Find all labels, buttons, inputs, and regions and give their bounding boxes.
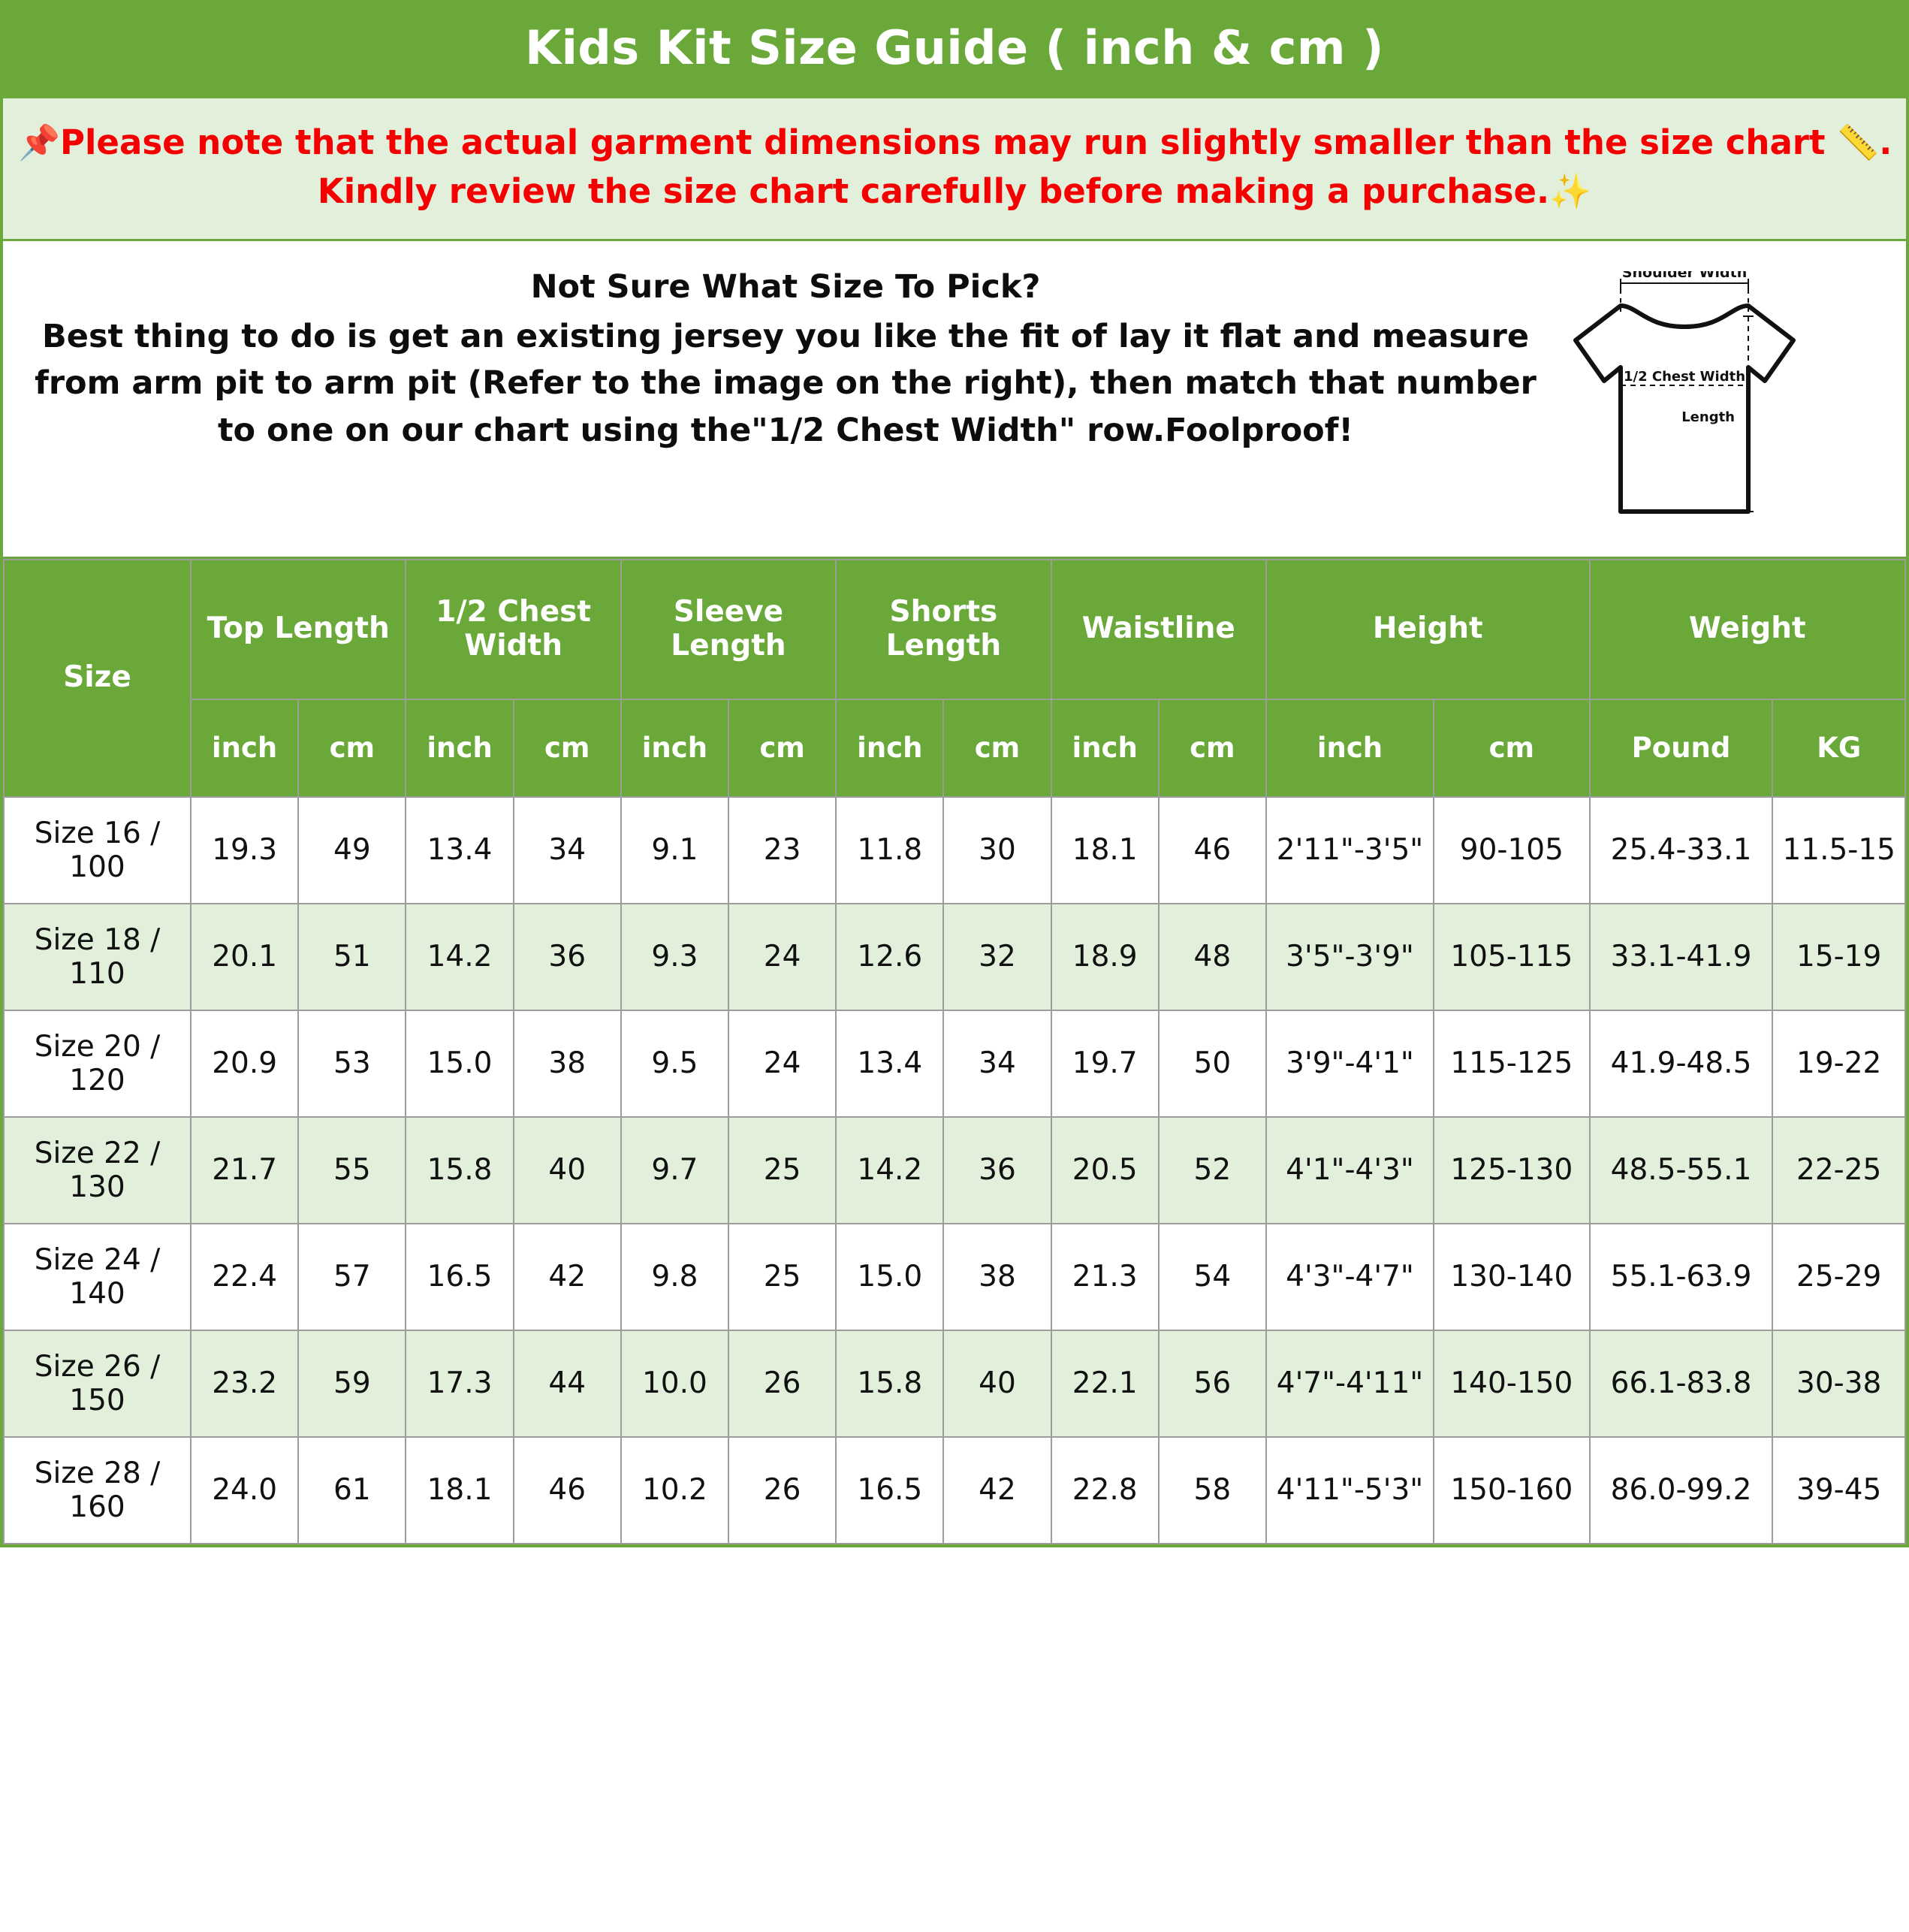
cell-waistline-inch: 18.1: [1051, 797, 1159, 904]
svg-text:Shoulder Width: Shoulder Width: [1621, 270, 1748, 281]
unit-top-length-inch: inch: [191, 699, 298, 797]
unit-shorts-inch: inch: [836, 699, 943, 797]
cell-top-length-inch: 24.0: [191, 1437, 298, 1544]
cell-weight-kg: 11.5-15: [1772, 797, 1905, 904]
cell-sleeve-cm: 24: [728, 904, 836, 1010]
cell-waistline-cm: 48: [1159, 904, 1266, 1010]
cell-weight-kg: 15-19: [1772, 904, 1905, 1010]
cell-sleeve-cm: 23: [728, 797, 836, 904]
table-row: [4, 1010, 1905, 1117]
note-text-2: Kindly review the size chart carefully before making a purchase.: [317, 171, 1550, 212]
unit-chest-inch: inch: [406, 699, 513, 797]
cell-weight-pound: 55.1-63.9: [1590, 1224, 1773, 1330]
pushpin-icon: 📌: [18, 122, 61, 163]
cell-size: Size 24 / 140: [4, 1224, 191, 1330]
unit-shorts-cm: cm: [943, 699, 1051, 797]
cell-waistline-inch: 20.5: [1051, 1117, 1159, 1224]
page-title: Kids Kit Size Guide ( inch & cm ): [3, 3, 1906, 96]
cell-height-inch: 4'7"-4'11": [1266, 1330, 1434, 1437]
cell-top-length-cm: 61: [298, 1437, 406, 1544]
cell-size: Size 18 / 110: [4, 904, 191, 1010]
cell-chest-cm: 46: [514, 1437, 621, 1544]
cell-chest-inch: 13.4: [406, 797, 513, 904]
note-line-1: [18, 118, 1891, 167]
cell-shorts-inch: 14.2: [836, 1117, 943, 1224]
header-half-chest-width: 1/2 Chest Width: [406, 560, 620, 699]
cell-waistline-inch: 18.9: [1051, 904, 1159, 1010]
unit-sleeve-inch: inch: [621, 699, 728, 797]
cell-height-inch: 4'1"-4'3": [1266, 1117, 1434, 1224]
cell-chest-inch: 17.3: [406, 1330, 513, 1437]
cell-top-length-inch: 19.3: [191, 797, 298, 904]
table-unit-header-row: [4, 699, 1905, 797]
help-line-2: from arm pit to arm pit (Refer to the image on the right), then match that number: [35, 364, 1537, 403]
cell-shorts-inch: 15.8: [836, 1330, 943, 1437]
cell-chest-cm: 34: [514, 797, 621, 904]
size-table: [3, 559, 1906, 1544]
cell-waistline-cm: 56: [1159, 1330, 1266, 1437]
cell-weight-pound: 48.5-55.1: [1590, 1117, 1773, 1224]
cell-shorts-inch: 11.8: [836, 797, 943, 904]
cell-waistline-cm: 52: [1159, 1117, 1266, 1224]
ruler-icon: 📏: [1837, 122, 1880, 163]
cell-waistline-cm: 50: [1159, 1010, 1266, 1117]
unit-weight-kg: KG: [1772, 699, 1905, 797]
table-row: [4, 797, 1905, 904]
cell-top-length-inch: 20.9: [191, 1010, 298, 1117]
header-top-length: Top Length: [191, 560, 406, 699]
cell-chest-inch: 18.1: [406, 1437, 513, 1544]
cell-height-cm: 90-105: [1434, 797, 1590, 904]
cell-top-length-cm: 51: [298, 904, 406, 1010]
cell-height-inch: 4'11"-5'3": [1266, 1437, 1434, 1544]
cell-height-inch: 4'3"-4'7": [1266, 1224, 1434, 1330]
cell-top-length-inch: 23.2: [191, 1330, 298, 1437]
cell-height-inch: 2'11"-3'5": [1266, 797, 1434, 904]
cell-top-length-cm: 55: [298, 1117, 406, 1224]
svg-text:Length: Length: [1681, 409, 1735, 425]
help-section: [3, 241, 1906, 559]
unit-waistline-inch: inch: [1051, 699, 1159, 797]
cell-sleeve-cm: 24: [728, 1010, 836, 1117]
cell-chest-inch: 15.0: [406, 1010, 513, 1117]
cell-height-inch: 3'9"-4'1": [1266, 1010, 1434, 1117]
table-row: [4, 1437, 1905, 1544]
svg-text:1/2 Chest Width: 1/2 Chest Width: [1623, 368, 1746, 385]
cell-chest-inch: 14.2: [406, 904, 513, 1010]
cell-shorts-inch: 12.6: [836, 904, 943, 1010]
table-row: [4, 1117, 1905, 1224]
cell-chest-cm: 44: [514, 1330, 621, 1437]
unit-waistline-cm: cm: [1159, 699, 1266, 797]
cell-size: Size 26 / 150: [4, 1330, 191, 1437]
unit-height-inch: inch: [1266, 699, 1434, 797]
unit-chest-cm: cm: [514, 699, 621, 797]
cell-sleeve-inch: 9.8: [621, 1224, 728, 1330]
help-heading: Not Sure What Size To Pick?: [530, 267, 1041, 306]
cell-waistline-cm: 58: [1159, 1437, 1266, 1544]
cell-weight-pound: 25.4-33.1: [1590, 797, 1773, 904]
cell-shorts-cm: 36: [943, 1117, 1051, 1224]
note-banner: [3, 96, 1906, 241]
header-waistline: Waistline: [1051, 560, 1266, 699]
cell-top-length-cm: 53: [298, 1010, 406, 1117]
cell-top-length-inch: 21.7: [191, 1117, 298, 1224]
cell-weight-kg: 25-29: [1772, 1224, 1905, 1330]
cell-height-cm: 115-125: [1434, 1010, 1590, 1117]
unit-top-length-cm: cm: [298, 699, 406, 797]
cell-sleeve-inch: 9.5: [621, 1010, 728, 1117]
cell-shorts-cm: 40: [943, 1330, 1051, 1437]
header-sleeve-length: Sleeve Length: [621, 560, 836, 699]
cell-sleeve-cm: 26: [728, 1437, 836, 1544]
cell-size: Size 16 / 100: [4, 797, 191, 904]
cell-size: Size 20 / 120: [4, 1010, 191, 1117]
cell-shorts-cm: 42: [943, 1437, 1051, 1544]
cell-height-cm: 130-140: [1434, 1224, 1590, 1330]
cell-shorts-cm: 34: [943, 1010, 1051, 1117]
cell-chest-cm: 38: [514, 1010, 621, 1117]
cell-weight-pound: 66.1-83.8: [1590, 1330, 1773, 1437]
cell-weight-kg: 22-25: [1772, 1117, 1905, 1224]
unit-weight-pound: Pound: [1590, 699, 1773, 797]
cell-shorts-inch: 16.5: [836, 1437, 943, 1544]
cell-shorts-inch: 15.0: [836, 1224, 943, 1330]
cell-waistline-inch: 19.7: [1051, 1010, 1159, 1117]
cell-top-length-inch: 22.4: [191, 1224, 298, 1330]
cell-waistline-inch: 22.1: [1051, 1330, 1159, 1437]
cell-height-cm: 105-115: [1434, 904, 1590, 1010]
cell-height-inch: 3'5"-3'9": [1266, 904, 1434, 1010]
sparkles-icon: ✨: [1549, 171, 1592, 212]
cell-sleeve-inch: 9.7: [621, 1117, 728, 1224]
cell-sleeve-inch: 10.2: [621, 1437, 728, 1544]
cell-chest-cm: 36: [514, 904, 621, 1010]
note-line-2: [18, 167, 1891, 216]
table-row: [4, 1330, 1905, 1437]
header-height: Height: [1266, 560, 1590, 699]
cell-weight-kg: 30-38: [1772, 1330, 1905, 1437]
table-row: [4, 1224, 1905, 1330]
cell-chest-cm: 40: [514, 1117, 621, 1224]
table-row: [4, 904, 1905, 1010]
cell-sleeve-inch: 10.0: [621, 1330, 728, 1437]
cell-sleeve-inch: 9.3: [621, 904, 728, 1010]
cell-height-cm: 140-150: [1434, 1330, 1590, 1437]
cell-waistline-cm: 54: [1159, 1224, 1266, 1330]
tshirt-icon: [1546, 271, 1823, 534]
note-text-1-end: .: [1879, 122, 1892, 163]
cell-waistline-cm: 46: [1159, 797, 1266, 904]
cell-weight-pound: 33.1-41.9: [1590, 904, 1773, 1010]
cell-size: Size 22 / 130: [4, 1117, 191, 1224]
cell-weight-pound: 86.0-99.2: [1590, 1437, 1773, 1544]
cell-weight-pound: 41.9-48.5: [1590, 1010, 1773, 1117]
table-group-header-row: [4, 560, 1905, 699]
cell-waistline-inch: 22.8: [1051, 1437, 1159, 1544]
help-text-block: [18, 264, 1546, 454]
cell-waistline-inch: 21.3: [1051, 1224, 1159, 1330]
cell-sleeve-cm: 26: [728, 1330, 836, 1437]
cell-weight-kg: 39-45: [1772, 1437, 1905, 1544]
cell-sleeve-cm: 25: [728, 1117, 836, 1224]
help-line-1: Best thing to do is get an existing jersey you like the fit of lay it flat and measure: [42, 318, 1529, 356]
cell-chest-cm: 42: [514, 1224, 621, 1330]
cell-sleeve-inch: 9.1: [621, 797, 728, 904]
cell-sleeve-cm: 25: [728, 1224, 836, 1330]
cell-top-length-cm: 49: [298, 797, 406, 904]
cell-top-length-cm: 57: [298, 1224, 406, 1330]
tshirt-measure-diagram: [1546, 271, 1823, 537]
cell-size: Size 28 / 160: [4, 1437, 191, 1544]
cell-chest-inch: 15.8: [406, 1117, 513, 1224]
cell-shorts-cm: 30: [943, 797, 1051, 904]
unit-height-cm: cm: [1434, 699, 1590, 797]
cell-shorts-cm: 38: [943, 1224, 1051, 1330]
cell-weight-kg: 19-22: [1772, 1010, 1905, 1117]
note-text-1: Please note that the actual garment dimensions may run slightly smaller than the size chart: [60, 122, 1838, 163]
cell-chest-inch: 16.5: [406, 1224, 513, 1330]
cell-height-cm: 150-160: [1434, 1437, 1590, 1544]
cell-top-length-inch: 20.1: [191, 904, 298, 1010]
help-line-3: to one on our chart using the"1/2 Chest Width" row.Foolproof!: [217, 411, 1354, 449]
header-size: Size: [4, 560, 191, 797]
cell-shorts-cm: 32: [943, 904, 1051, 1010]
unit-sleeve-cm: cm: [728, 699, 836, 797]
cell-shorts-inch: 13.4: [836, 1010, 943, 1117]
header-shorts-length: Shorts Length: [836, 560, 1051, 699]
cell-top-length-cm: 59: [298, 1330, 406, 1437]
cell-height-cm: 125-130: [1434, 1117, 1590, 1224]
header-weight: Weight: [1590, 560, 1905, 699]
